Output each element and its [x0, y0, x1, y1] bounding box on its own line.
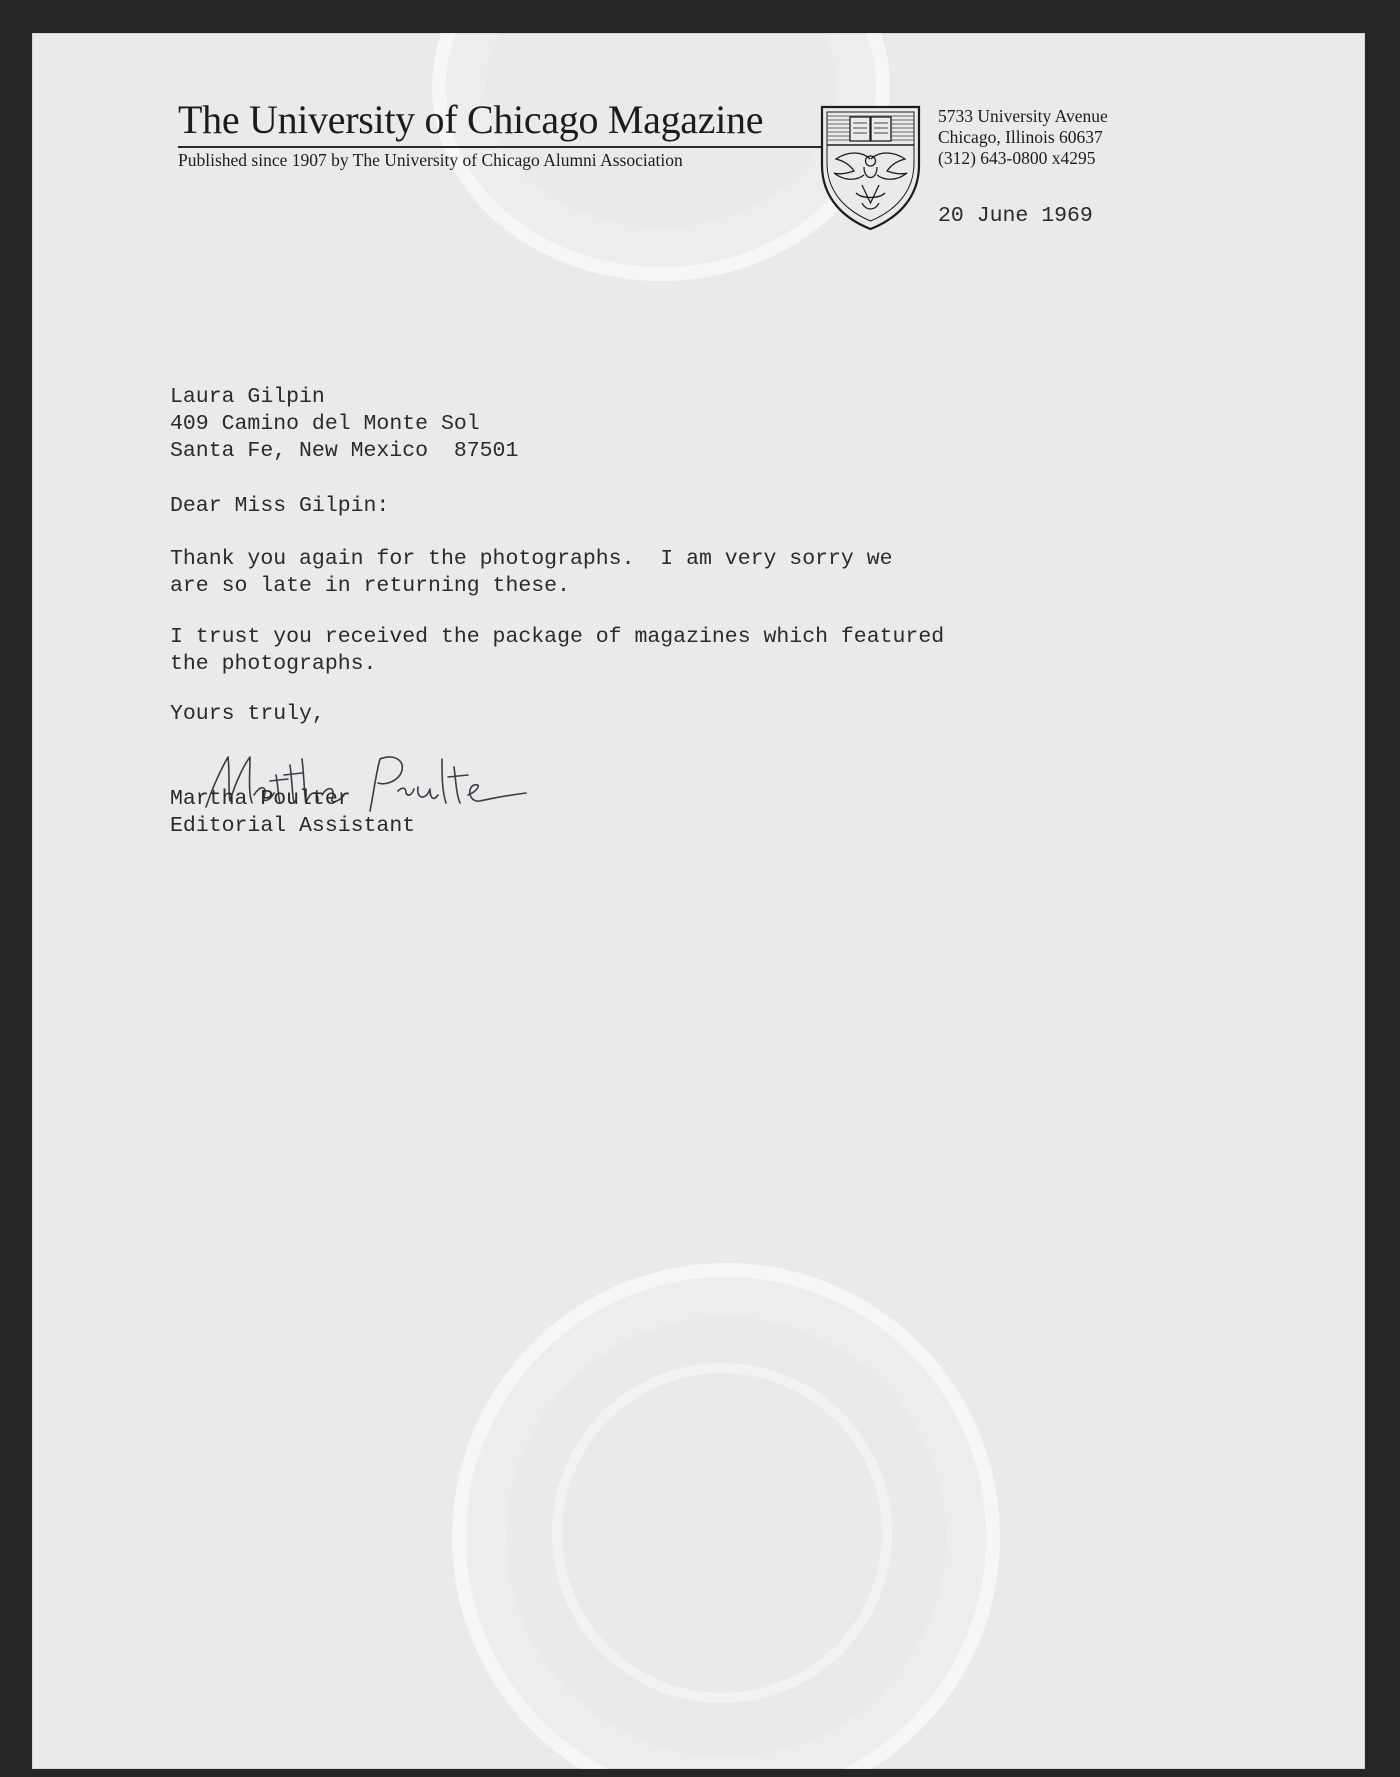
letter-date: 20 June 1969: [938, 204, 1093, 228]
letter-page: [32, 33, 1365, 1769]
address-city: Chicago, Illinois 60637: [938, 127, 1103, 147]
signer-title: Editorial Assistant: [170, 814, 416, 838]
recipient-block: [170, 384, 518, 465]
recipient-city: Santa Fe, New Mexico 87501: [170, 439, 519, 463]
paragraph-2: [170, 624, 944, 678]
closing: Yours truly,: [170, 702, 325, 726]
paragraph-2-line-1: I trust you received the package of magazines which featured: [170, 625, 945, 649]
signer-name: Martha Poulter: [170, 787, 351, 811]
paragraph-2-line-2: the photographs.: [170, 652, 377, 676]
recipient-street: 409 Camino del Monte Sol: [170, 412, 480, 436]
salutation: Dear Miss Gilpin:: [170, 494, 390, 518]
letterhead-address: [938, 106, 1108, 169]
address-phone: (312) 643-0800 x4295: [938, 148, 1096, 168]
recipient-name: Laura Gilpin: [170, 385, 325, 409]
paragraph-1-line-1: Thank you again for the photographs. I am very sorry we: [170, 547, 893, 571]
seal-watermark-inner-ring: [552, 1363, 892, 1703]
signer-block: [170, 786, 415, 840]
university-crest-icon: [818, 103, 923, 233]
letterhead-subtitle: Published since 1907 by The University of Chicago Alumni Association: [178, 150, 683, 170]
letterhead-rule: [178, 146, 840, 148]
address-street: 5733 University Avenue: [938, 106, 1108, 126]
paragraph-1: [170, 546, 893, 600]
paragraph-1-line-2: are so late in returning these.: [170, 574, 570, 598]
letterhead-title: The University of Chicago Magazine: [178, 97, 764, 142]
